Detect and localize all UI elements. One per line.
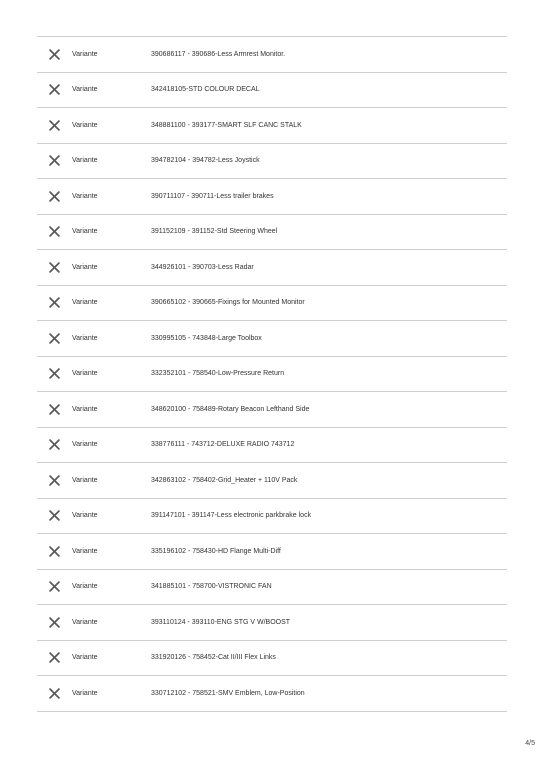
row-type: Variante [72,547,98,555]
close-icon[interactable] [49,120,60,131]
row-description: 394782104 - 394782-Less Joystick [151,157,260,165]
close-icon[interactable] [49,333,60,344]
remove-cell[interactable] [37,262,71,273]
table-row [37,37,507,73]
close-icon[interactable] [49,49,60,60]
close-icon[interactable] [49,546,60,557]
table-row [37,250,507,286]
table-row [37,463,507,499]
row-type: Variante [72,263,98,271]
row-type: Variante [72,228,98,236]
remove-cell[interactable] [37,297,71,308]
row-description: 330995105 - 743848-Large Toolbox [151,334,262,342]
row-description: 332352101 - 758540-Low-Pressure Return [151,370,285,378]
row-type: Variante [72,86,98,94]
row-type: Variante [72,121,98,129]
remove-cell[interactable] [37,226,71,237]
row-type: Variante [72,299,98,307]
row-description: 335196102 - 758430-HD Flange Multi-Diff [151,547,281,555]
table-row [37,570,507,606]
row-type: Variante [72,157,98,165]
table-row [37,357,507,393]
row-description: 348620100 - 758489-Rotary Beacon Lefthand Side [151,405,310,413]
row-description: 348881100 - 393177-SMART SLF CANC STALK [151,121,302,129]
row-description: 393110124 - 393110-ENG STG V W/BOOST [151,618,291,626]
close-icon[interactable] [49,581,60,592]
remove-cell[interactable] [37,546,71,557]
row-description: 390711107 - 390711-Less trailer brakes [151,192,274,200]
table-row [37,215,507,251]
row-description: 342418105-STD COLOUR DECAL [151,86,260,94]
close-icon[interactable] [49,510,60,521]
remove-cell[interactable] [37,510,71,521]
row-type: Variante [72,50,98,58]
row-type: Variante [72,405,98,413]
close-icon[interactable] [49,475,60,486]
remove-cell[interactable] [37,688,71,699]
table-row [37,534,507,570]
remove-cell[interactable] [37,191,71,202]
table-row [37,73,507,109]
row-type: Variante [72,441,98,449]
row-type: Variante [72,476,98,484]
table-row [37,108,507,144]
close-icon[interactable] [49,155,60,166]
remove-cell[interactable] [37,49,71,60]
table-row [37,179,507,215]
row-description: 391147101 - 391147-Less electronic parkbrake lock [151,512,312,520]
remove-cell[interactable] [37,120,71,131]
close-icon[interactable] [49,297,60,308]
remove-cell[interactable] [37,333,71,344]
row-type: Variante [72,334,98,342]
close-icon[interactable] [49,688,60,699]
close-icon[interactable] [49,617,60,628]
row-type: Variante [72,192,98,200]
table-row [37,286,507,322]
close-icon[interactable] [49,652,60,663]
close-icon[interactable] [49,439,60,450]
close-icon[interactable] [49,191,60,202]
row-description: 331920126 - 758452-Cat II/III Flex Links [151,654,276,662]
variant-table [37,36,507,712]
row-type: Variante [72,512,98,520]
row-description: 390665102 - 390665-Fixings for Mounted Monitor [151,299,305,307]
remove-cell[interactable] [37,84,71,95]
close-icon[interactable] [49,262,60,273]
table-row [37,392,507,428]
remove-cell[interactable] [37,581,71,592]
page-number: 4/5 [525,740,535,747]
remove-cell[interactable] [37,475,71,486]
close-icon[interactable] [49,84,60,95]
table-row [37,676,507,712]
close-icon[interactable] [49,368,60,379]
table-row [37,605,507,641]
table-row [37,321,507,357]
remove-cell[interactable] [37,404,71,415]
row-description: 390686117 - 390686-Less Armrest Monitor. [151,50,286,58]
remove-cell[interactable] [37,617,71,628]
row-description: 341885101 - 758700-VISTRONIC FAN [151,583,272,591]
close-icon[interactable] [49,226,60,237]
close-icon[interactable] [49,404,60,415]
row-description: 391152109 - 391152-Std Steering Wheel [151,228,278,236]
row-description: 344926101 - 390703-Less Radar [151,263,254,271]
remove-cell[interactable] [37,439,71,450]
row-type: Variante [72,654,98,662]
row-description: 342863102 - 758402-Grid_Heater + 110V Pack [151,476,298,484]
row-type: Variante [72,583,98,591]
row-type: Variante [72,370,98,378]
table-row [37,641,507,677]
remove-cell[interactable] [37,155,71,166]
remove-cell[interactable] [37,368,71,379]
table-row [37,144,507,180]
row-type: Variante [72,689,98,697]
table-row [37,499,507,535]
row-description: 338776111 - 743712-DELUXE RADIO 743712 [151,441,295,449]
row-description: 330712102 - 758521-SMV Emblem, Low-Position [151,689,305,697]
row-type: Variante [72,618,98,626]
table-row [37,428,507,464]
remove-cell[interactable] [37,652,71,663]
